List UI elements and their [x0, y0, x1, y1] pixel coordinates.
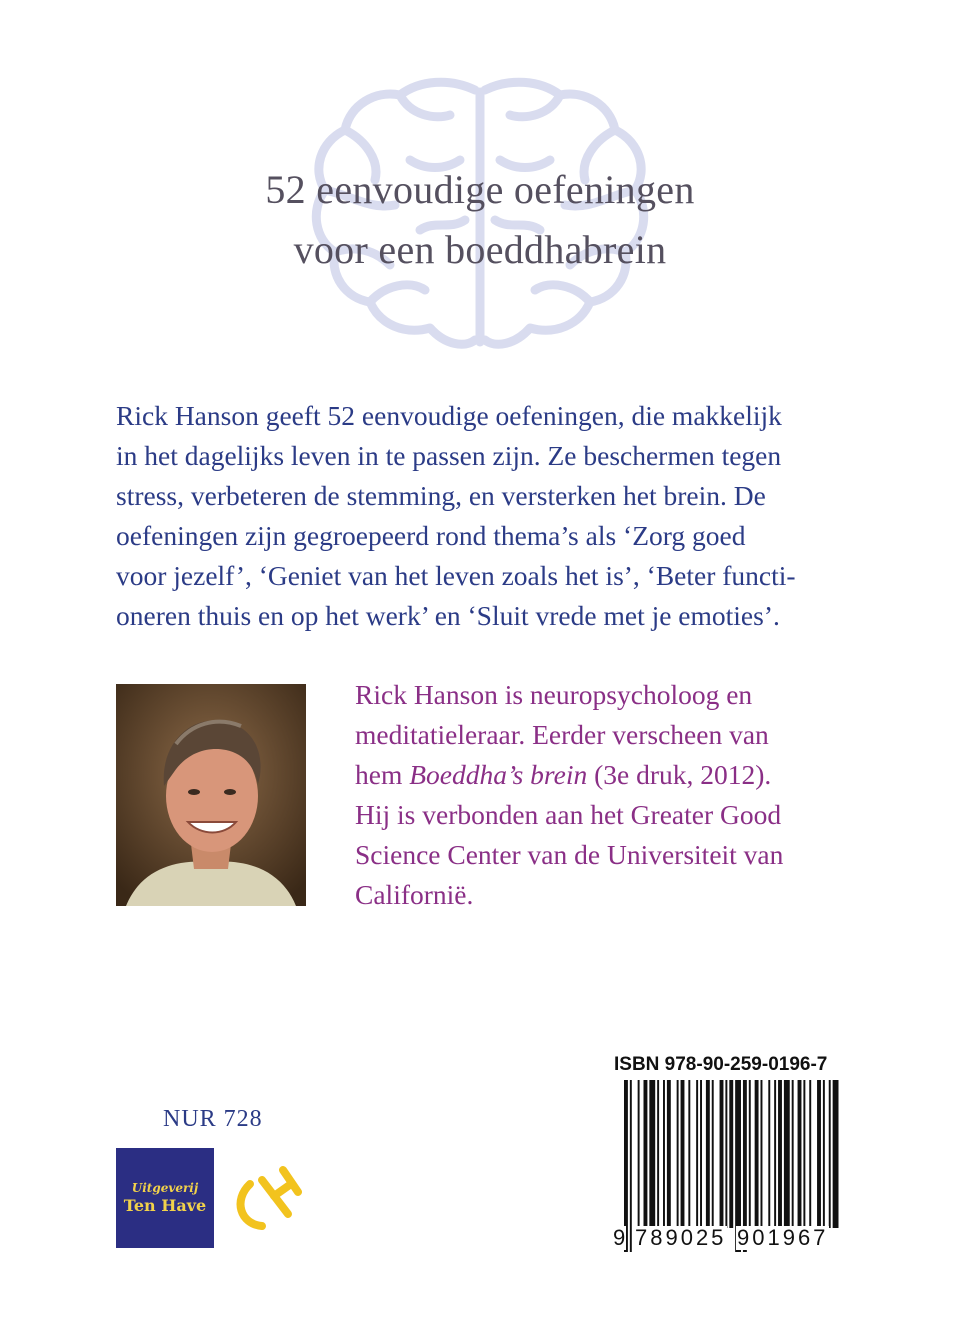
bio-line: Californië. — [355, 879, 474, 910]
barcode-bar — [638, 1080, 640, 1228]
barcode-bar — [649, 1080, 655, 1228]
barcode-bar — [712, 1080, 714, 1228]
title-line-1: 52 eenvoudige oefeningen — [265, 167, 695, 212]
barcode-bar — [761, 1080, 763, 1228]
blurb-line: in het dagelijks leven in te passen zijn. Ze beschermen tegen — [116, 440, 782, 471]
bio-text: hem — [355, 759, 410, 790]
bio-line — [355, 755, 845, 795]
blurb-line: stress, verbeteren de stemming, en versterken het brein. De — [116, 480, 766, 511]
bio-line: meditatieleraar. Eerder verscheen van — [355, 719, 769, 750]
author-bio — [355, 675, 845, 915]
barcode-bar — [725, 1080, 727, 1228]
barcode-bar — [798, 1080, 802, 1228]
barcode-bar — [681, 1080, 685, 1228]
barcode-bar — [755, 1080, 759, 1228]
blurb-line: voor jezelf’, ‘Geniet van het leven zoals het is’, ‘Beter functi- — [116, 560, 796, 591]
bio-line: Hij is verbonden aan het Greater Good — [355, 799, 782, 830]
barcode-digits-left: 789025 — [635, 1225, 727, 1250]
publisher-line-1: Uitgeverij — [131, 1181, 199, 1195]
blurb-line: oneren thuis en op het werk’ en ‘Sluit vrede met je emoties’. — [116, 600, 780, 631]
barcode-bar — [778, 1080, 782, 1228]
barcode-bar — [768, 1080, 770, 1228]
barcode-bar — [829, 1080, 831, 1228]
barcode-bar — [706, 1080, 710, 1228]
barcode-bar — [823, 1080, 825, 1228]
barcode-bar — [677, 1080, 679, 1228]
blurb-line: oefeningen zijn gegroepeerd rond thema’s als ‘Zorg goed — [116, 520, 746, 551]
author-photo — [116, 684, 306, 906]
nur-code: NUR 728 — [163, 1106, 263, 1132]
barcode-bar — [809, 1080, 811, 1228]
blurb-line: Rick Hanson geeft 52 eenvoudige oefeningen, die makkelijk — [116, 400, 782, 431]
bio-line: Science Center van de Universiteit van — [355, 839, 784, 870]
barcode-digit-first: 9 — [613, 1225, 626, 1250]
barcode-bar — [657, 1080, 659, 1228]
barcode-bar — [792, 1080, 794, 1228]
publisher-line-2: Ten Have — [123, 1196, 207, 1215]
book-reference: Boeddha’s brein — [409, 759, 588, 790]
isbn-label: ISBN 978-90-259-0196-7 — [614, 1054, 828, 1075]
barcode-bar — [774, 1080, 776, 1228]
barcode-bar — [667, 1080, 671, 1228]
barcode-digits — [612, 1226, 844, 1254]
bio-line: Rick Hanson is neuropsycholoog en — [355, 679, 753, 710]
barcode-bar — [833, 1080, 839, 1228]
barcode-bar — [700, 1080, 702, 1228]
barcode-digits-right: 901967 — [737, 1225, 829, 1250]
barcode-bar — [803, 1080, 805, 1228]
barcode-bar — [663, 1080, 665, 1228]
barcode-bar — [696, 1080, 698, 1228]
barcode-bar — [720, 1080, 724, 1228]
book-title — [0, 160, 960, 280]
barcode-bar — [644, 1080, 648, 1228]
publisher-logo — [116, 1148, 214, 1248]
book-blurb — [116, 396, 846, 636]
title-line-2: voor een boeddhabrein — [293, 227, 667, 272]
barcode-bar — [784, 1080, 790, 1228]
barcode-bar — [729, 1080, 733, 1228]
barcode-bar — [749, 1080, 751, 1228]
publisher-h-icon — [228, 1162, 303, 1232]
barcode-bar — [688, 1080, 690, 1228]
bio-text: (3e druk, 2012). — [587, 759, 772, 790]
barcode-bar — [817, 1080, 821, 1228]
